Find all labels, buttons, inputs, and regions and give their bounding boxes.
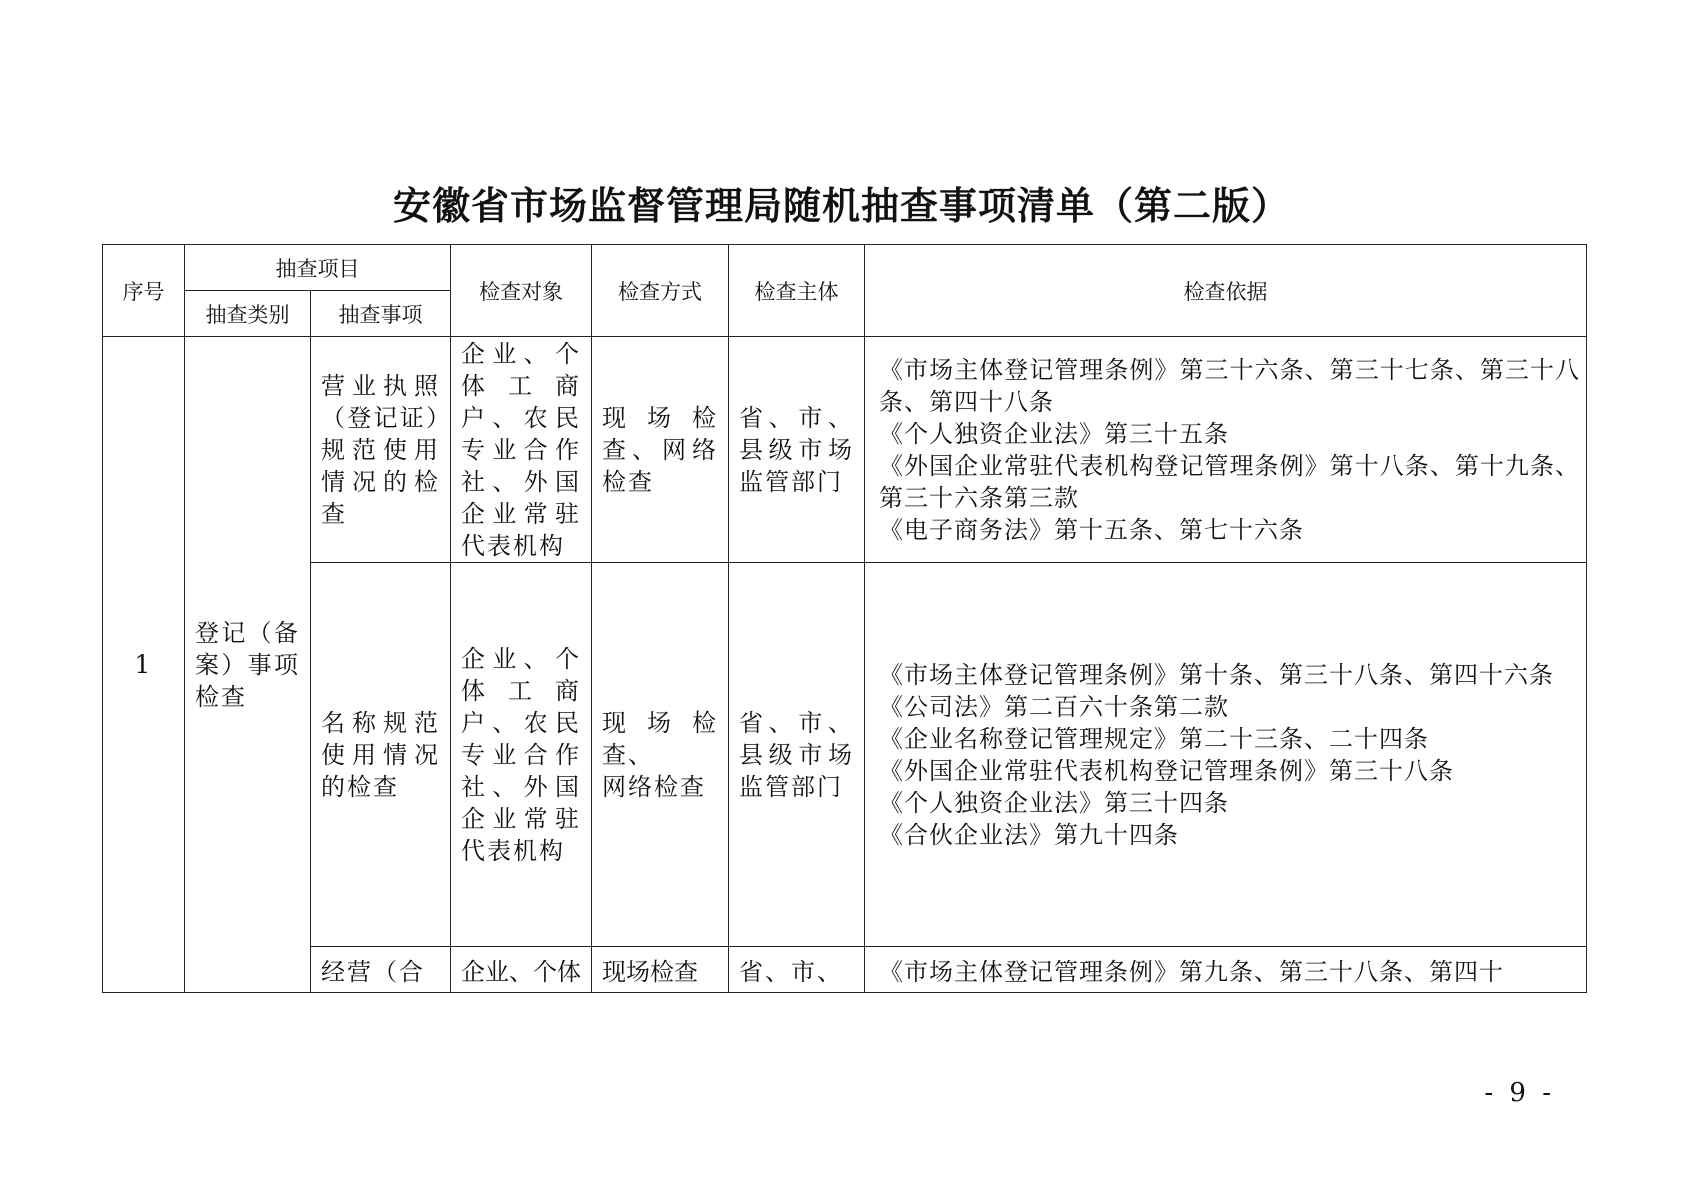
seq-cell (103, 337, 185, 993)
basis-line: 《外国企业常驻代表机构登记管理条例》第十八条、第十九条、第三十六条第三款 (879, 451, 1580, 512)
target-cell (451, 337, 592, 563)
basis-line: 《电子商务法》第十五条、第七十六条 (879, 515, 1304, 544)
basis-line: 《个人独资企业法》第三十五条 (879, 419, 1229, 448)
subject-cell (729, 947, 865, 993)
header-row-1 (103, 245, 1587, 291)
table-row (103, 337, 1587, 563)
basis-line: 《企业名称登记管理规定》第二十三条、二十四条 (879, 724, 1429, 753)
basis-line: 《市场主体登记管理条例》第十条、第三十八条、第四十六条 (879, 660, 1554, 689)
item-text: 名称规范使用情况的检查 (321, 708, 440, 801)
basis-list (865, 950, 1586, 990)
header-method: 检查方式 (592, 245, 729, 337)
item-cell (311, 947, 451, 993)
header-category: 抽查类别 (185, 291, 311, 337)
header-subject: 检查主体 (729, 245, 865, 337)
target-text: 企业、个体工商户、农民专业合作社、外国企业常驻代表机构 (461, 644, 581, 865)
method-cell (592, 947, 729, 993)
basis-line: 《合伙企业法》第九十四条 (879, 820, 1179, 849)
page-title: 安徽省市场监督管理局随机抽查事项清单（第二版） (392, 184, 1290, 228)
basis-list (865, 659, 1586, 851)
basis-line: 《市场主体登记管理条例》第九条、第三十八条、第四十 (879, 957, 1504, 986)
seq-number: 1 (134, 649, 153, 679)
method-cell (592, 337, 729, 563)
header-seq: 序号 (103, 245, 185, 337)
page-number: - 9 - (1484, 1078, 1555, 1108)
header-basis: 检查依据 (865, 245, 1587, 337)
subject-text: 省、市、县级市场监管部门 (739, 708, 854, 801)
header-item-group: 抽查项目 (185, 245, 451, 291)
subject-cell (729, 337, 865, 563)
item-cell (311, 337, 451, 563)
method-line: 网络检查 (602, 772, 706, 801)
subject-cell (729, 563, 865, 947)
basis-line: 《个人独资企业法》第三十四条 (879, 788, 1229, 817)
method-text: 现场检查 (602, 957, 698, 986)
basis-cell (865, 947, 1587, 993)
method-line: 现场检查、 (602, 708, 718, 769)
category-cell (185, 337, 311, 993)
table-row (103, 947, 1587, 993)
basis-line: 《外国企业常驻代表机构登记管理条例》第三十八条 (879, 756, 1454, 785)
item-text: 营业执照（登记证）规范使用情况的检查 (321, 371, 440, 528)
basis-line: 《公司法》第二百六十条第二款 (879, 692, 1229, 721)
basis-cell (865, 337, 1587, 563)
category-text: 登记（备案）事项检查 (195, 618, 300, 711)
header-item: 抽查事项 (311, 291, 451, 337)
item-text: 经营（合 (321, 957, 425, 986)
target-text: 企业、个体 (461, 957, 581, 986)
subject-text: 省、市、县级市场监管部门 (739, 403, 854, 496)
basis-line: 《市场主体登记管理条例》第三十六条、第三十七条、第三十八条、第四十八条 (879, 355, 1580, 416)
target-cell (451, 947, 592, 993)
target-text: 企业、个体工商户、农民专业合作社、外国企业常驻代表机构 (461, 339, 581, 560)
header-target: 检查对象 (451, 245, 592, 337)
item-cell (311, 563, 451, 947)
table-row (103, 563, 1587, 947)
method-text (592, 707, 728, 803)
basis-cell (865, 563, 1587, 947)
subject-text: 省、市、 (739, 957, 843, 986)
basis-list (865, 354, 1586, 546)
method-cell (592, 563, 729, 947)
inspection-checklist-table (102, 244, 1587, 993)
target-cell (451, 563, 592, 947)
method-text: 现场检查、网络检查 (602, 403, 718, 496)
